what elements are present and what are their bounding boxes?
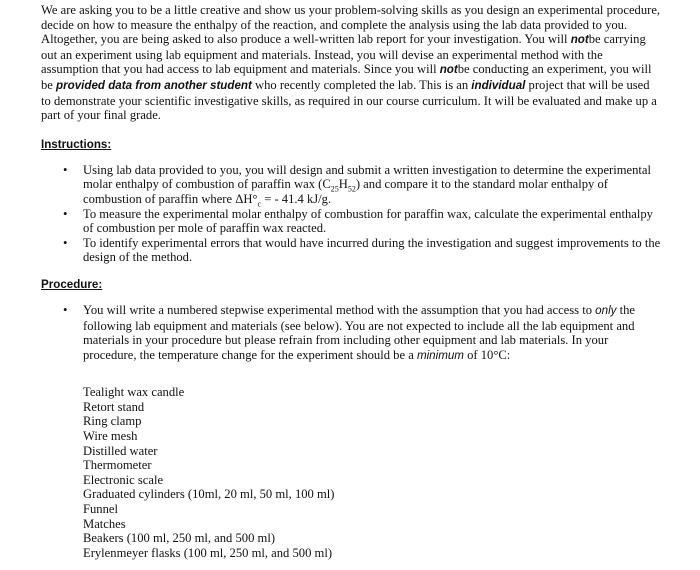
emphasis-only: only [595,303,617,317]
document-page [41,3,661,560]
list-item: • You will write a numbered stepwise experimental method with the assumption that you had access to only the following lab equipment and materials (see below). You are not expected to include all the lab equipment and materials in your procedure but please refrain from including other equipment and lab materials. In your procedure, the temperature change for the experiment should be a minimum of 10°C: [63,302,635,362]
bullet-icon: • [63,206,68,221]
equipment-item: Ring clamp [83,414,142,429]
list-item: • To identify experimental errors that would have incurred during the investigation and suggest improvements to the design of the method. [63,235,661,265]
bullet-icon: • [63,162,68,177]
equipment-item: Distilled water [83,443,158,458]
equipment-list [41,385,661,560]
equipment-item: Matches [83,516,126,531]
procedure-list [41,303,661,363]
bullet-icon: • [63,235,68,250]
equipment-item: Electronic scale [83,472,164,487]
list-item: • To measure the experimental molar enthalpy of combustion for paraffin wax, calculate the experimental enthalpy of combustion per mole of paraffin wax reacted. [63,206,653,236]
instructions-list [41,163,661,265]
emphasis-not-1: not [570,33,589,47]
intro-paragraph [41,3,661,123]
equipment-item: Wire mesh [83,429,138,444]
emphasis-not-2: not [439,63,458,77]
intro-text-2: be carrying out an experiment using lab equipment and materials. Instead, you will devise an experimental method with the assumption that you had access to lab equipment and materials. Since you will [41,32,646,77]
equipment-item: Retort stand [83,399,145,414]
emphasis-individual: individual [471,78,526,92]
equipment-item: Tealight wax candle [83,385,185,400]
list-item: • Using lab data provided to you, you will design and submit a written investigation to determine the experimental molar enthalpy of combustion of paraffin wax $(C_{25}H_{52})$ and compare it to the standard molar enthalpy of combustion of paraffin where $\Delta H^\circ_c$ = - 41.4 kJ/g. [63,162,651,209]
equipment-item: Funnel [83,502,118,517]
intro-text-4: who recently completed the lab. This is an [251,77,472,92]
emphasis-provided-data: provided data from another student [56,78,252,92]
intro-text-5: project that will be used to demonstrate your scientific investigative skills, as required in our course curriculum. It will be evaluated and make up a part of your final grade. [41,77,657,123]
equipment-item: Beakers (100 ml, 250 ml, and 500 ml) [83,531,276,546]
intro-text-3: be conducting an experiment, you will be [41,62,652,92]
instructions-heading: Instructions: [41,137,112,151]
bullet-icon: • [63,302,68,317]
emphasis-minimum: minimum [416,348,464,362]
intro-text-1: We are asking you to be a little creative and show us your problem-solving skills as you design an experimental procedure, decide on how to measure the enthalpy of the reaction, and complete the analysis using the lab data provided to you. Altogether, you are being asked to also produce a well-written lab report for your investigation. You will [41,3,661,47]
equipment-item: Thermometer [83,458,152,473]
equipment-item: Graduated cylinders (10ml, 20 ml, 50 ml, 100 ml) [83,487,335,502]
equipment-item: Erylenmeyer flasks (100 ml, 250 ml, and 500 ml) [83,545,333,560]
procedure-heading: Procedure: [41,277,103,291]
